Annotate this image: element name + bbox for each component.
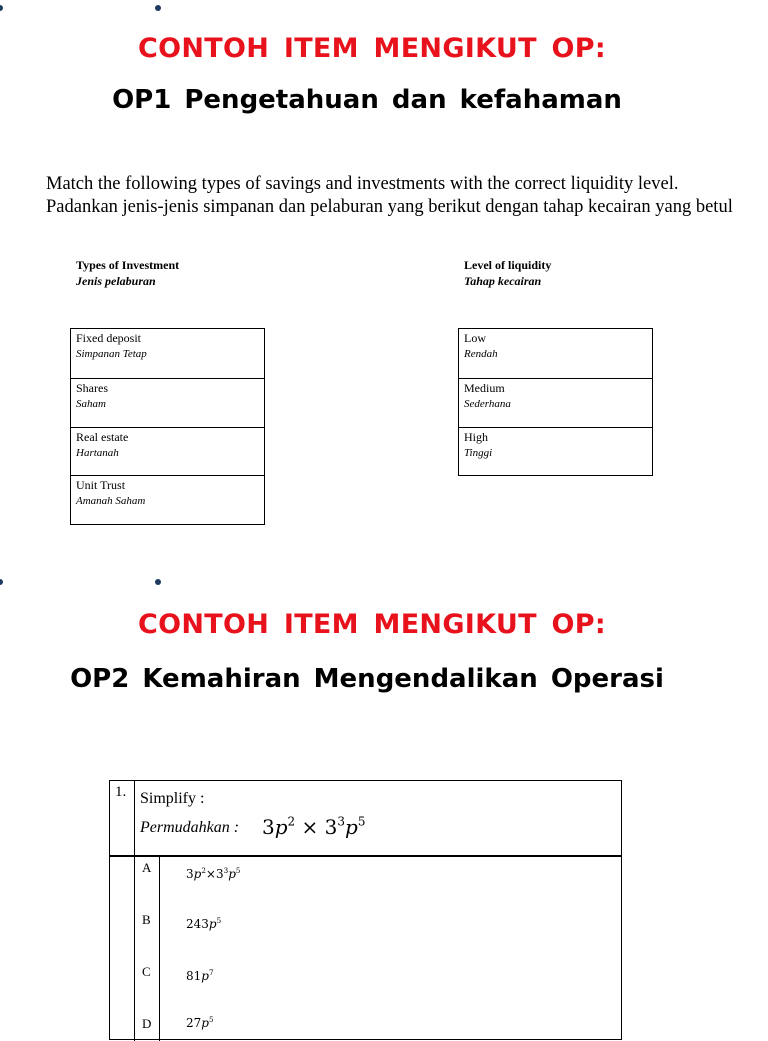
liquidity-name-malay: Sederhana — [464, 398, 511, 410]
liquidity-name-malay: Tinggi — [464, 447, 493, 459]
variable: p — [208, 917, 217, 931]
times-sign: × — [301, 815, 319, 839]
bullet-dot — [0, 5, 3, 11]
exponent: 5 — [357, 814, 366, 829]
liquidity-name: Medium — [464, 381, 505, 395]
option-expression — [186, 917, 221, 931]
investment-header-malay: Jenis pelaburan — [76, 274, 156, 288]
liquidity-list — [458, 328, 653, 476]
coefficient: 3 — [186, 867, 194, 881]
exponent: 3 — [223, 865, 229, 875]
exponent: 3 — [337, 814, 346, 829]
investment-name-malay: Hartanah — [76, 447, 119, 459]
variable: p — [274, 815, 288, 839]
question-expression — [262, 815, 366, 839]
coefficient: 3 — [262, 815, 275, 839]
variable: p — [201, 969, 209, 983]
coefficient: 3 — [324, 815, 338, 839]
bullet-dot — [155, 5, 161, 11]
exponent: 2 — [287, 814, 296, 829]
investment-item[interactable] — [71, 475, 264, 524]
option-letter: C — [142, 964, 151, 979]
investment-item[interactable] — [71, 329, 264, 378]
variable: p — [345, 815, 358, 839]
slide2-heading: OP2 Kemahiran Mengendalikan Operasi — [70, 664, 664, 694]
variable: p — [201, 1016, 209, 1030]
exponent: 5 — [208, 1014, 214, 1024]
question-prompt-english: Simplify : — [140, 790, 205, 807]
investment-column-header — [76, 257, 179, 289]
bullet-dot — [0, 579, 3, 585]
option-letter: B — [142, 912, 151, 927]
exponent: 5 — [216, 915, 222, 925]
question-prompt-malay: Permudahkan : — [140, 819, 240, 836]
instruction-malay: Padankan jenis-jenis simpanan dan pelaburan yang berikut dengan tahap kecairan yang betul — [46, 197, 733, 217]
investment-name: Real estate — [76, 430, 129, 444]
liquidity-header-malay: Tahap kecairan — [464, 274, 542, 288]
option-b[interactable] — [110, 909, 621, 959]
investment-name: Shares — [76, 381, 108, 395]
liquidity-item[interactable] — [459, 329, 652, 378]
exponent: 7 — [208, 967, 214, 977]
slide2-red-heading: CONTOH ITEM MENGIKUT OP: — [138, 609, 606, 640]
liquidity-item[interactable] — [459, 378, 652, 427]
liquidity-column-header — [464, 257, 551, 289]
option-expression — [186, 969, 214, 983]
slide1-heading: OP1 Pengetahuan dan kefahaman — [112, 85, 622, 115]
investment-name-malay: Saham — [76, 398, 106, 410]
exponent: 2 — [201, 865, 206, 875]
option-letter: D — [142, 1016, 152, 1031]
question-number: 1. — [115, 784, 127, 800]
exponent: 5 — [235, 865, 241, 875]
coefficient: 3 — [215, 867, 224, 881]
option-expression — [186, 1016, 214, 1030]
liquidity-name: Low — [464, 331, 486, 345]
investment-item[interactable] — [71, 378, 264, 427]
investment-name: Unit Trust — [76, 478, 126, 492]
option-a[interactable] — [110, 857, 621, 907]
question-table — [109, 780, 622, 1040]
option-letter: A — [142, 860, 152, 875]
investment-item[interactable] — [71, 427, 264, 475]
slide1-red-heading: CONTOH ITEM MENGIKUT OP: — [138, 33, 606, 64]
liquidity-name: High — [464, 430, 488, 444]
liquidity-item[interactable] — [459, 427, 652, 475]
liquidity-name-malay: Rendah — [464, 348, 498, 360]
option-c[interactable] — [110, 961, 621, 1011]
coefficient: 81 — [186, 969, 202, 983]
coefficient: 27 — [186, 1016, 202, 1030]
investment-name-malay: Simpanan Tetap — [76, 348, 147, 360]
coefficient: 243 — [186, 917, 209, 931]
investment-list — [70, 328, 265, 525]
variable: p — [228, 867, 236, 881]
investment-header-english: Types of Investment — [76, 258, 180, 272]
option-d[interactable] — [110, 1013, 621, 1039]
investment-name-malay: Amanah Saham — [76, 495, 146, 507]
investment-name: Fixed deposit — [76, 331, 141, 345]
option-expression — [186, 867, 240, 881]
variable: p — [193, 867, 202, 881]
times-sign: × — [205, 867, 216, 881]
instruction-english: Match the following types of savings and investments with the correct liquidity level. — [46, 174, 679, 194]
liquidity-header-english: Level of liquidity — [464, 258, 552, 272]
bullet-dot — [155, 579, 161, 585]
